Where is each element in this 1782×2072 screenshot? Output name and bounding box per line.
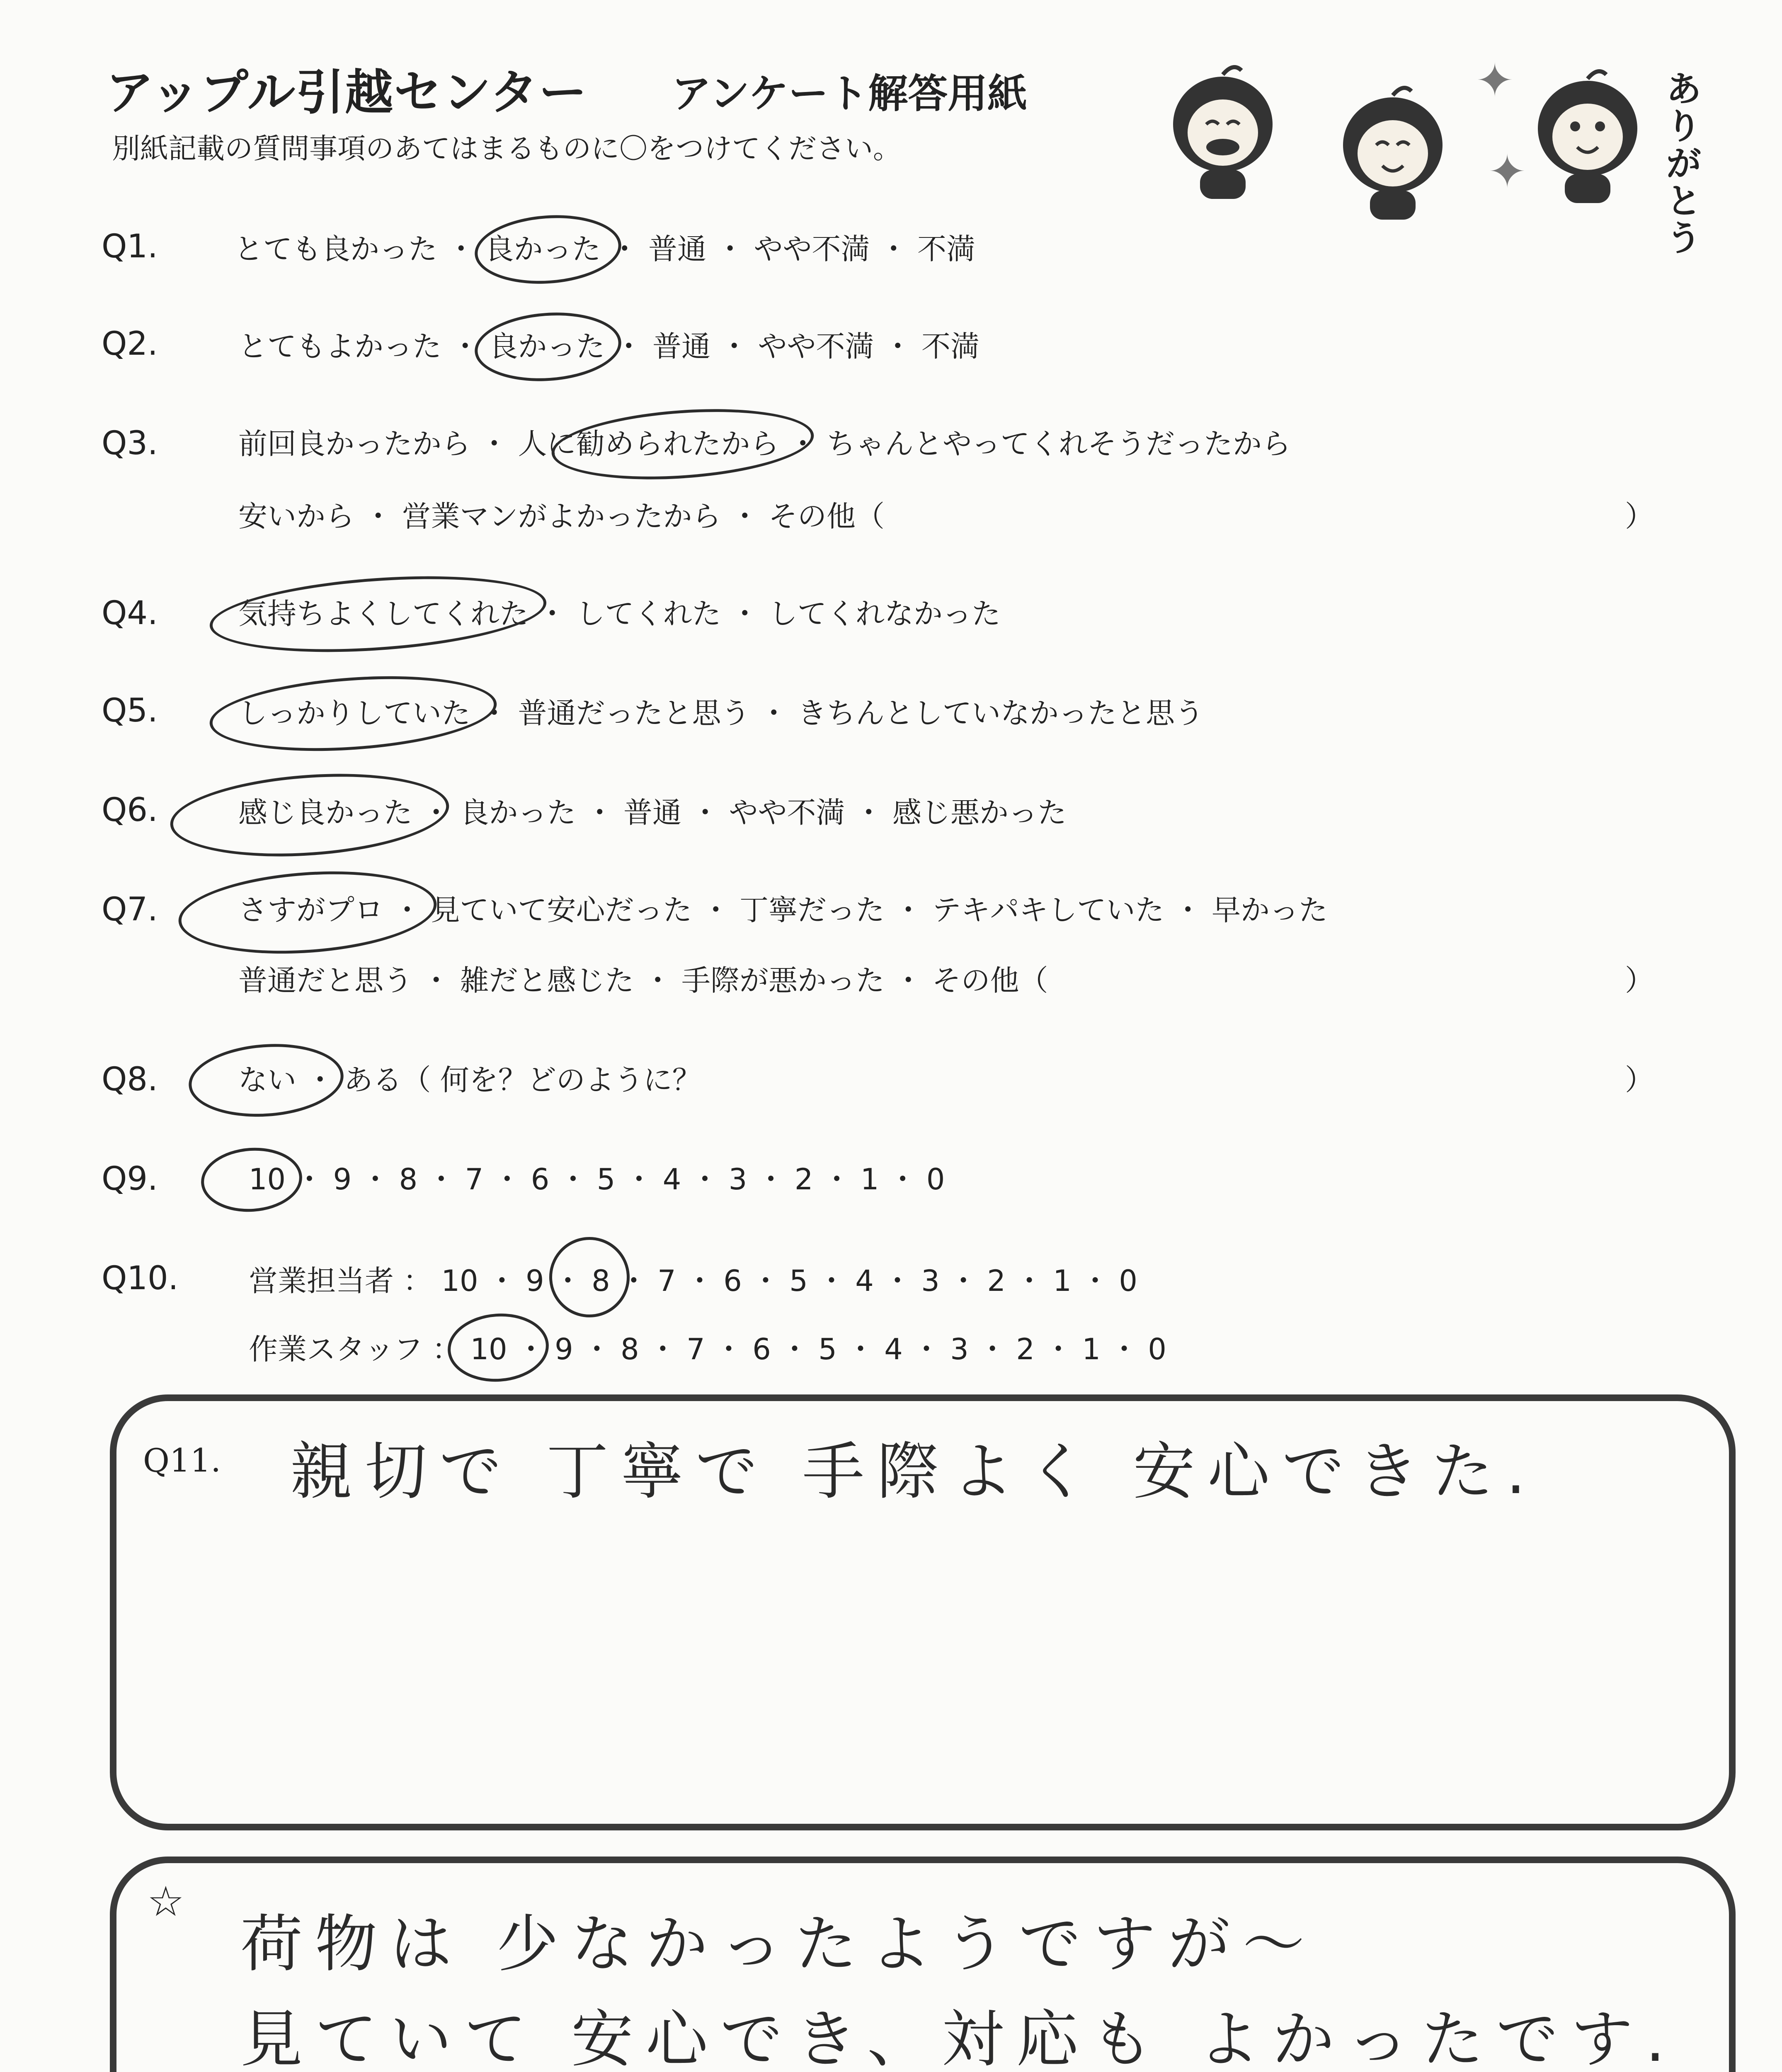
monkey-mascot-happy-icon — [1331, 83, 1455, 220]
q4-number: Q4. — [102, 595, 158, 632]
q5-number: Q5. — [102, 692, 158, 729]
q3-options-line1: 前回良かったから ・ 人に勧められたから ・ ちゃんとやってくれそうだったから — [238, 427, 1291, 461]
comment-line-1: 荷物は 少なかったようですが〜 — [240, 1908, 1317, 1980]
comment-line-2: 見ていて 安心でき、対応も よかったです. — [240, 2004, 1678, 2072]
q8-number: Q8. — [102, 1061, 158, 1098]
answer-circle-q10-staff — [446, 1310, 551, 1385]
q3-options-line2: 安いから ・ 営業マンがよかったから ・ その他（ — [238, 499, 885, 533]
monkey-mascot-smiling-icon — [1525, 66, 1650, 203]
q7-options-line1: さすがプロ ・ 見ていて安心だった ・ 丁寧だった ・ テキパキしていた ・ 早かった — [238, 893, 1328, 927]
q11-handwritten-answer: 親切で 丁寧で 手際よく 安心できた. — [290, 1436, 1538, 1508]
q7-number: Q7. — [102, 891, 158, 928]
answer-circle-q1 — [473, 211, 624, 288]
q10-staff-scale: 作業スタッフ ： 10 ・ 9 ・ 8 ・ 7 ・ 6 ・ 5 ・ 4 ・ 3 ・ 2 ・ 1 ・ 0 — [249, 1332, 1166, 1366]
instruction-text: 別紙記載の質問事項のあてはまるものに〇をつけてください。 — [112, 133, 902, 165]
q2-number: Q2. — [102, 325, 158, 363]
answer-circle-q10-sales — [546, 1234, 632, 1320]
q9-number: Q9. — [102, 1160, 158, 1198]
q1-options: とても良かった ・ 良かった ・ 普通 ・ やや不満 ・ 不満 — [234, 232, 976, 266]
sparkle-icon: ✦ — [1488, 145, 1527, 198]
thanks-text: ありがとう — [1666, 69, 1702, 259]
q2-options: とてもよかった ・ 良かった ・ 普通 ・ やや不満 ・ 不満 — [238, 329, 980, 363]
answer-circle-q8 — [186, 1039, 346, 1122]
q7-close-paren: ） — [1625, 963, 1654, 997]
answer-circle-q6 — [167, 765, 452, 865]
q6-number: Q6. — [102, 792, 158, 829]
q8-options: ない ・ ある（ 何を？どのように？ — [238, 1063, 701, 1097]
answer-circle-q5 — [207, 668, 499, 760]
form-title: アップル引越センター — [106, 65, 588, 121]
q10-number: Q10. — [102, 1260, 179, 1297]
monkey-mascot-laughing-icon — [1161, 62, 1285, 199]
form-subtitle: アンケート解答用紙 — [672, 70, 1028, 117]
answer-circle-q9 — [199, 1145, 304, 1215]
star-icon: ☆ — [147, 1877, 184, 1926]
sparkle-icon: ✦ — [1476, 54, 1514, 107]
q10-sales-scale: 営業担当者 ： 10 ・ 9 ・ 8 ・ 7 ・ 6 ・ 5 ・ 4 ・ 3 ・ 2 ・ 1 ・ 0 — [249, 1264, 1137, 1298]
q1-number: Q1. — [102, 228, 158, 265]
q4-options: 気持ちよくしてくれた ・ してくれた ・ してくれなかった — [238, 597, 1001, 631]
q3-number: Q3. — [102, 425, 158, 462]
answer-circle-q7 — [176, 863, 439, 961]
q6-options: 感じ良かった ・ 良かった ・ 普通 ・ やや不満 ・ 感じ悪かった — [238, 796, 1067, 830]
q3-close-paren: ） — [1625, 499, 1654, 533]
answer-circle-q3 — [549, 401, 816, 487]
answer-circle-q4 — [207, 566, 549, 662]
q7-options-line2: 普通だと思う ・ 雑だと感じた ・ 手際が悪かった ・ その他（ — [238, 963, 1048, 997]
q5-options: しっかりしていた ・ 普通だったと思う ・ きちんとしていなかったと思う — [238, 696, 1204, 730]
q11-label: Q11. — [143, 1442, 221, 1479]
answer-circle-q2 — [473, 308, 624, 386]
q9-scale: 10 ・ 9 ・ 8 ・ 7 ・ 6 ・ 5 ・ 4 ・ 3 ・ 2 ・ 1 ・ 0 — [249, 1162, 945, 1196]
q8-close-paren: ） — [1625, 1063, 1654, 1097]
